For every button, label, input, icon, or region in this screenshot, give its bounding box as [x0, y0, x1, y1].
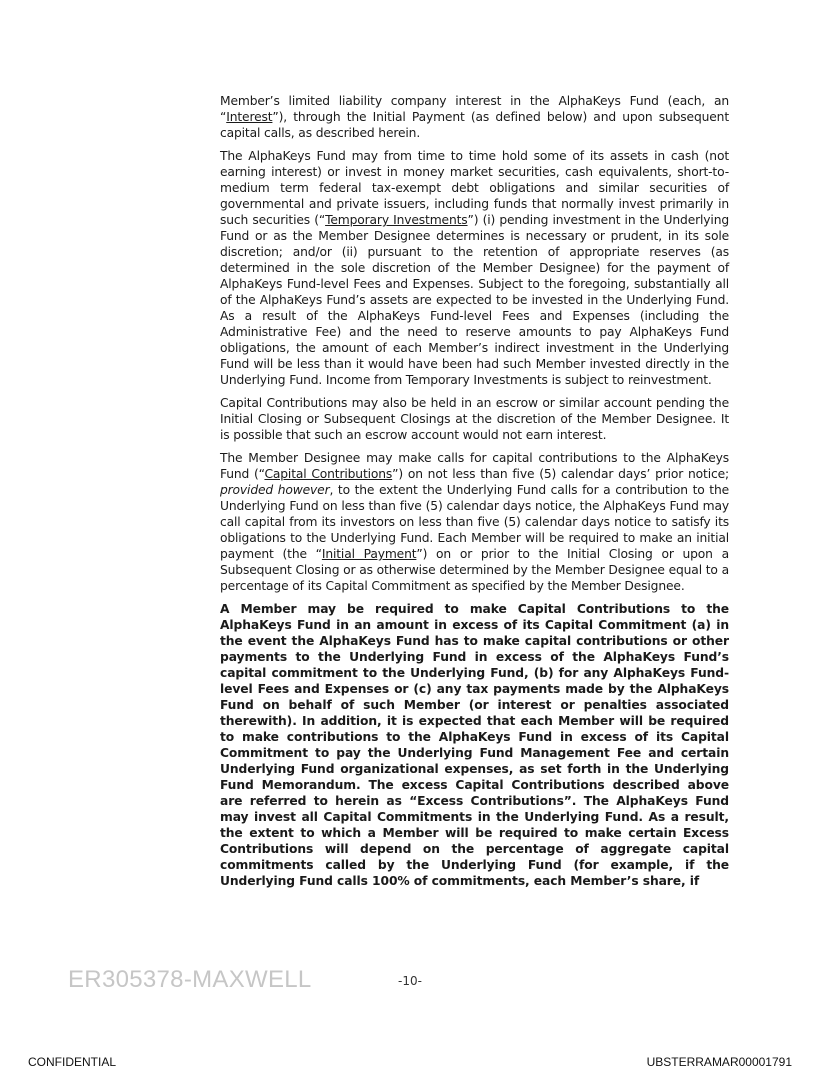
bates-watermark: ER305378-MAXWELL [68, 966, 312, 993]
provided-however: provided however [220, 483, 330, 497]
defined-term-initial-payment: Initial Payment [321, 547, 417, 561]
document-body [220, 93, 729, 896]
bates-number: UBSTERRAMAR00001791 [646, 1055, 792, 1069]
paragraph-capital-calls: The Member Designee may make calls for capital contributions to the AlphaKeys Fund (“Capital Contributions”) on not less than five (5) calendar days’ prior notice; provided however, to the extent the Underlying Fund calls for a contribution to the Underlying Fund on less than five (5) calendar days notice, the AlphaKeys Fund may call capital from its investors on less than five (5) calendar days notice to satisfy its obligations to the Underlying Fund. Each Member will be required to make an initial payment (the “Initial Payment”) on or prior to the Initial Closing or upon a Subsequent Closing or as otherwise determined by the Member Designee equal to a percentage of its Capital Commitment as specified by the Member Designee. [220, 451, 729, 593]
paragraph-temporary-investments: The AlphaKeys Fund may from time to time hold some of its assets in cash (not earning interest) or invest in money market securities, cash equivalents, short-to-medium term federal tax-exempt debt obligations and similar securities of governmental and private issuers, including funds that normally invest primarily in such securities (“Temporary Investments”) (i) pending investment in the Underlying Fund or as the Member Designee determines is necessary or prudent, in its sole discretion; and/or (ii) pursuant to the retention of appropriate reserves (as determined in the sole discretion of the Member Designee) for the payment of AlphaKeys Fund-level Fees and Expenses. Subject to the foregoing, substantially all of the AlphaKeys Fund’s assets are expected to be invested in the Underlying Fund. As a result of the AlphaKeys Fund-level Fees and Expenses (including the Administrative Fee) and the need to reserve amounts to pay AlphaKeys Fund obligations, the amount of each Member’s indirect investment in the Underlying Fund will be less than it would have been had such Member invested directly in the Underlying Fund. Income from Temporary Investments is subject to reinvestment. [220, 149, 729, 387]
confidential-label: CONFIDENTIAL [28, 1055, 117, 1069]
defined-term-interest: Interest [226, 110, 273, 124]
defined-term-capital-contributions: Capital Contributions [264, 467, 393, 481]
page-number: -10- [398, 974, 422, 988]
paragraph-interest: Member’s limited liability company interest in the AlphaKeys Fund (each, an “Interest”), through the Initial Payment (as defined below) and upon subsequent capital calls, as described herein. [220, 94, 729, 140]
defined-term-temporary-investments: Temporary Investments [325, 213, 468, 227]
paragraph-excess-contributions: A Member may be required to make Capital Contributions to the AlphaKeys Fund in an amount in excess of its Capital Commitment (a) in the event the AlphaKeys Fund has to make capital contributions or other payments to the Underlying Fund in excess of the AlphaKeys Fund’s capital commitment to the Underlying Fund, (b) for any AlphaKeys Fund-level Fees and Expenses or (c) any tax payments made by the AlphaKeys Fund on behalf of such Member (or interest or penalties associated therewith). In addition, it is expected that each Member will be required to make contributions to the AlphaKeys Fund in excess of its Capital Commitment to pay the Underlying Fund Management Fee and certain Underlying Fund organizational expenses, as set forth in the Underlying Fund Memorandum. The excess Capital Contributions described above are referred to herein as “Excess Contributions”. The AlphaKeys Fund may invest all Capital Commitments in the Underlying Fund. As a result, the extent to which a Member will be required to make certain Excess Contributions will depend on the percentage of aggregate capital commitments called by the Underlying Fund (for example, if the Underlying Fund calls 100% of commitments, each Member’s share, if [220, 602, 729, 888]
paragraph-escrow: Capital Contributions may also be held in an escrow or similar account pending the Initial Closing or Subsequent Closings at the discretion of the Member Designee. It is possible that such an escrow account would not earn interest. [220, 396, 729, 442]
